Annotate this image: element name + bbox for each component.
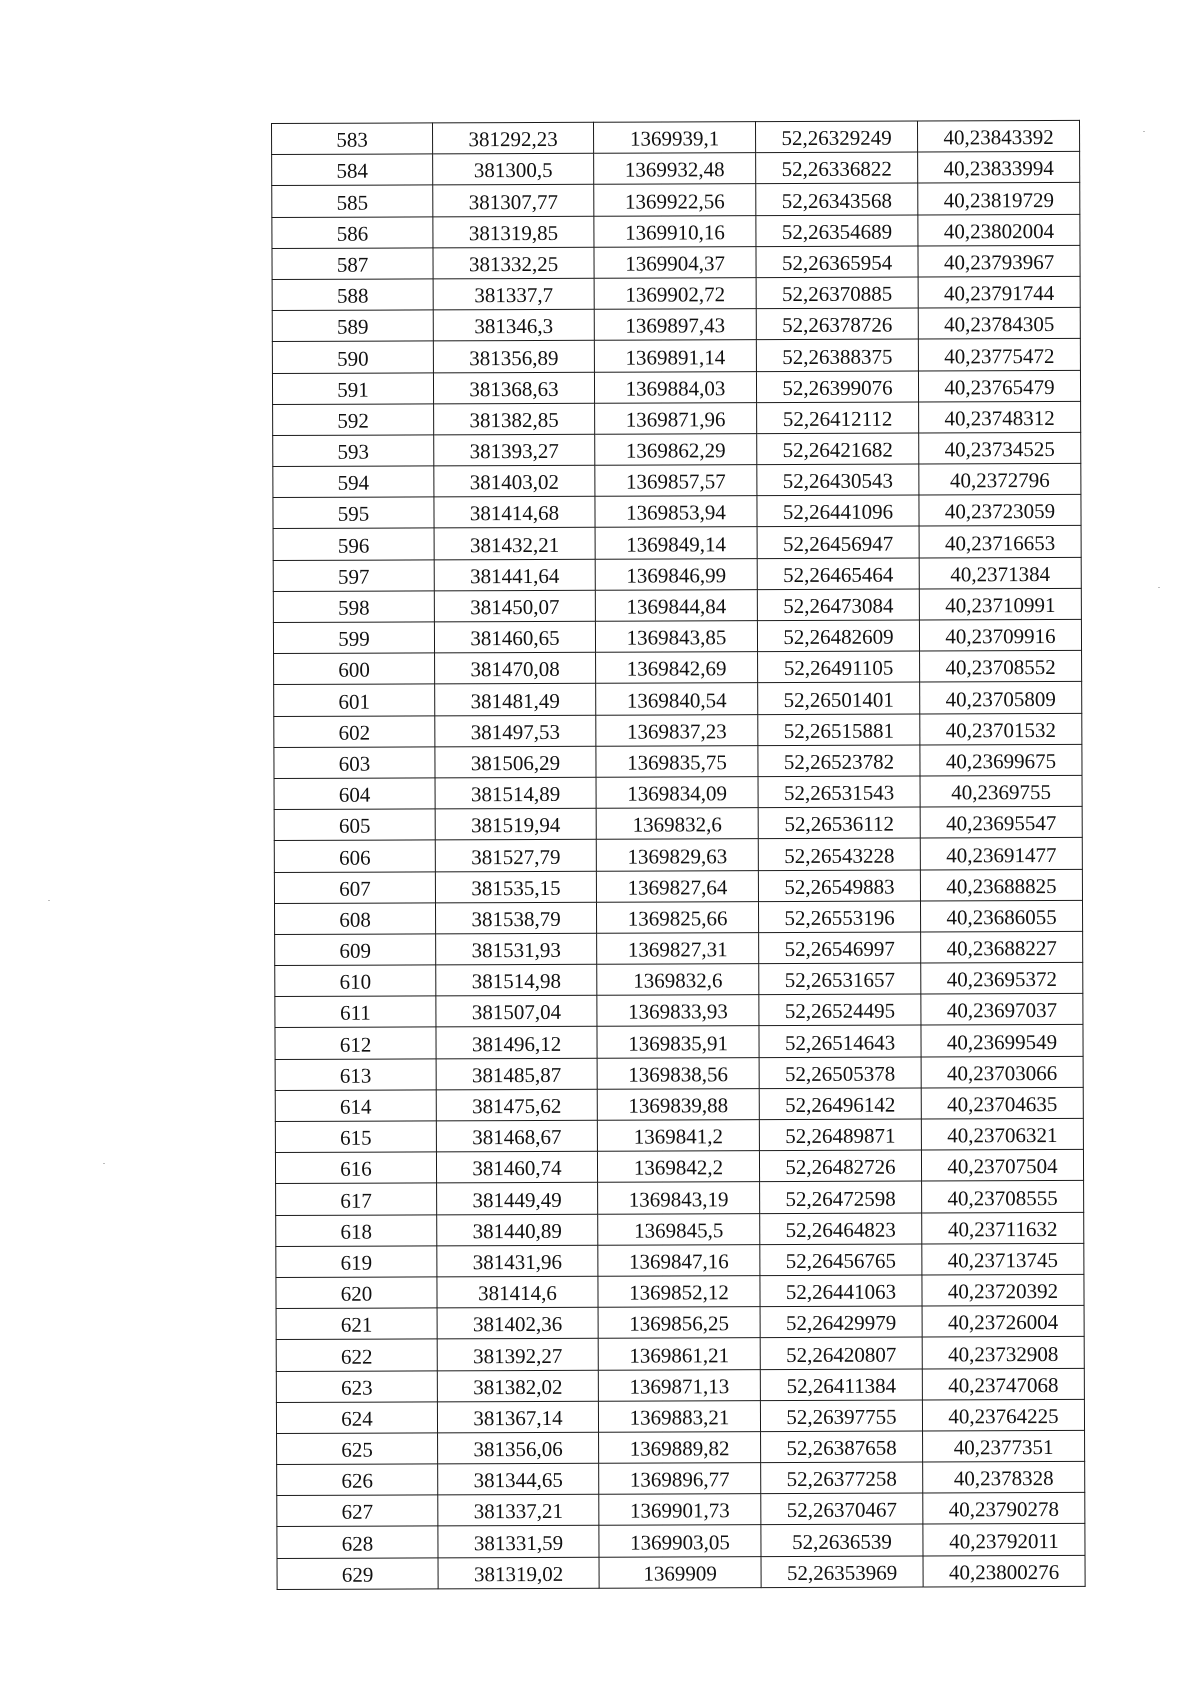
y-coordinate-cell: 1369849,14 (595, 527, 757, 559)
point-number-cell: 588 (272, 279, 433, 311)
y-coordinate-cell: 1369843,19 (598, 1182, 760, 1214)
latitude-cell: 52,26429979 (760, 1306, 922, 1338)
latitude-cell: 52,26491105 (758, 651, 920, 683)
latitude-cell: 52,26465464 (757, 558, 919, 590)
table-row (276, 1337, 1084, 1371)
latitude-cell: 52,26473084 (757, 589, 919, 621)
x-coordinate-cell: 381300,5 (433, 153, 594, 185)
point-number-cell: 607 (274, 871, 435, 903)
longitude-cell: 40,23765479 (918, 370, 1080, 402)
point-number-cell: 590 (272, 341, 433, 373)
x-coordinate-cell: 381538,79 (435, 902, 596, 934)
longitude-cell: 40,23775472 (918, 339, 1080, 371)
table-row (275, 1118, 1083, 1152)
latitude-cell: 52,2636539 (761, 1524, 923, 1556)
longitude-cell: 40,23716653 (919, 526, 1081, 558)
y-coordinate-cell: 1369884,03 (594, 371, 756, 403)
latitude-cell: 52,26370885 (756, 277, 918, 309)
y-coordinate-cell: 1369832,6 (596, 808, 758, 840)
table-row (275, 962, 1083, 996)
table-row (275, 994, 1083, 1028)
point-number-cell: 618 (276, 1214, 437, 1246)
x-coordinate-cell: 381356,06 (438, 1432, 599, 1464)
x-coordinate-cell: 381460,74 (436, 1151, 597, 1183)
x-coordinate-cell: 381414,6 (437, 1276, 598, 1308)
table-row (276, 1306, 1084, 1340)
point-number-cell: 603 (274, 747, 435, 779)
y-coordinate-cell: 1369896,77 (599, 1463, 761, 1495)
x-coordinate-cell: 381481,49 (435, 684, 596, 716)
x-coordinate-cell: 381403,02 (434, 465, 595, 497)
point-number-cell: 591 (272, 372, 433, 404)
coordinates-table (271, 120, 1086, 1590)
x-coordinate-cell: 381337,7 (433, 278, 594, 310)
y-coordinate-cell: 1369839,88 (597, 1088, 759, 1120)
y-coordinate-cell: 1369902,72 (594, 278, 756, 310)
table-row (274, 807, 1082, 841)
x-coordinate-cell: 381470,08 (435, 652, 596, 684)
point-number-cell: 617 (276, 1183, 437, 1215)
point-number-cell: 583 (272, 123, 433, 155)
x-coordinate-cell: 381367,14 (437, 1401, 598, 1433)
y-coordinate-cell: 1369932,48 (594, 153, 756, 185)
table-row (274, 869, 1082, 903)
longitude-cell: 40,23708555 (922, 1181, 1084, 1213)
table-row (276, 1212, 1084, 1246)
latitude-cell: 52,26343568 (756, 183, 918, 215)
longitude-cell: 40,23726004 (922, 1306, 1084, 1338)
longitude-cell: 40,23706321 (921, 1118, 1083, 1150)
scan-speck (1158, 587, 1160, 588)
point-number-cell: 609 (275, 934, 436, 966)
y-coordinate-cell: 1369845,5 (598, 1213, 760, 1245)
y-coordinate-cell: 1369904,37 (594, 246, 756, 278)
longitude-cell: 40,23720392 (922, 1274, 1084, 1306)
latitude-cell: 52,26441063 (760, 1275, 922, 1307)
y-coordinate-cell: 1369897,43 (594, 309, 756, 341)
scan-speck (48, 900, 50, 901)
latitude-cell: 52,26523782 (758, 745, 920, 777)
latitude-cell: 52,26441096 (757, 495, 919, 527)
table-row (275, 1087, 1083, 1121)
table-row (273, 557, 1081, 591)
latitude-cell: 52,26549883 (758, 870, 920, 902)
x-coordinate-cell: 381402,36 (437, 1307, 598, 1339)
y-coordinate-cell: 1369883,21 (598, 1400, 760, 1432)
point-number-cell: 585 (272, 185, 433, 217)
table-row (274, 651, 1082, 685)
longitude-cell: 40,23747068 (922, 1368, 1084, 1400)
x-coordinate-cell: 381535,15 (435, 871, 596, 903)
x-coordinate-cell: 381475,62 (436, 1089, 597, 1121)
longitude-cell: 40,23707504 (921, 1150, 1083, 1182)
latitude-cell: 52,26456947 (757, 526, 919, 558)
latitude-cell: 52,26472598 (760, 1181, 922, 1213)
point-number-cell: 625 (277, 1433, 438, 1465)
latitude-cell: 52,26378726 (756, 308, 918, 340)
table-row (272, 308, 1080, 342)
longitude-cell: 40,23748312 (919, 401, 1081, 433)
point-number-cell: 619 (276, 1246, 437, 1278)
longitude-cell: 40,23833994 (918, 152, 1080, 184)
longitude-cell: 40,23800276 (923, 1555, 1085, 1587)
point-number-cell: 602 (274, 715, 435, 747)
y-coordinate-cell: 1369842,69 (596, 652, 758, 684)
latitude-cell: 52,26336822 (756, 152, 918, 184)
latitude-cell: 52,26543228 (758, 838, 920, 870)
point-number-cell: 629 (277, 1557, 438, 1589)
table-row (273, 463, 1081, 497)
latitude-cell: 52,26456765 (760, 1244, 922, 1276)
latitude-cell: 52,26399076 (756, 371, 918, 403)
longitude-cell: 40,23790278 (923, 1493, 1085, 1525)
table-row (273, 401, 1081, 435)
longitude-cell: 40,23843392 (917, 120, 1079, 152)
table-row (272, 339, 1080, 373)
y-coordinate-cell: 1369835,91 (597, 1026, 759, 1058)
point-number-cell: 613 (275, 1058, 436, 1090)
y-coordinate-cell: 1369833,93 (597, 995, 759, 1027)
longitude-cell: 40,23699549 (921, 1025, 1083, 1057)
latitude-cell: 52,26370467 (761, 1493, 923, 1525)
x-coordinate-cell: 381414,68 (434, 497, 595, 529)
longitude-cell: 40,23784305 (918, 308, 1080, 340)
latitude-cell: 52,26496142 (759, 1088, 921, 1120)
latitude-cell: 52,26421682 (757, 433, 919, 465)
point-number-cell: 589 (272, 310, 433, 342)
point-number-cell: 614 (275, 1090, 436, 1122)
point-number-cell: 628 (277, 1526, 438, 1558)
table-row (277, 1430, 1085, 1464)
y-coordinate-cell: 1369852,12 (598, 1276, 760, 1308)
y-coordinate-cell: 1369889,82 (599, 1432, 761, 1464)
longitude-cell: 40,2371384 (919, 557, 1081, 589)
point-number-cell: 587 (272, 248, 433, 280)
table-row (276, 1181, 1084, 1215)
point-number-cell: 623 (276, 1370, 437, 1402)
table-row (273, 619, 1081, 653)
table-row (275, 1056, 1083, 1090)
y-coordinate-cell: 1369903,05 (599, 1525, 761, 1557)
x-coordinate-cell: 381468,67 (436, 1120, 597, 1152)
y-coordinate-cell: 1369922,56 (594, 184, 756, 216)
longitude-cell: 40,23764225 (922, 1399, 1084, 1431)
x-coordinate-cell: 381382,85 (434, 403, 595, 435)
table-row (274, 744, 1082, 778)
longitude-cell: 40,2377351 (923, 1430, 1085, 1462)
point-number-cell: 608 (274, 903, 435, 935)
y-coordinate-cell: 1369862,29 (595, 434, 757, 466)
y-coordinate-cell: 1369853,94 (595, 496, 757, 528)
x-coordinate-cell: 381497,53 (435, 715, 596, 747)
longitude-cell: 40,23709916 (919, 619, 1081, 651)
y-coordinate-cell: 1369838,56 (597, 1057, 759, 1089)
table-row (274, 900, 1082, 934)
x-coordinate-cell: 381507,04 (436, 996, 597, 1028)
longitude-cell: 40,23695547 (920, 807, 1082, 839)
longitude-cell: 40,23793967 (918, 245, 1080, 277)
x-coordinate-cell: 381496,12 (436, 1027, 597, 1059)
latitude-cell: 52,26412112 (757, 402, 919, 434)
table-row (272, 245, 1080, 279)
latitude-cell: 52,26353969 (761, 1556, 923, 1588)
y-coordinate-cell: 1369835,75 (596, 745, 758, 777)
longitude-cell: 40,23819729 (918, 183, 1080, 215)
latitude-cell: 52,26531657 (759, 963, 921, 995)
latitude-cell: 52,26388375 (756, 339, 918, 371)
x-coordinate-cell: 381441,64 (434, 559, 595, 591)
y-coordinate-cell: 1369837,23 (596, 714, 758, 746)
latitude-cell: 52,26430543 (757, 464, 919, 496)
point-number-cell: 606 (274, 840, 435, 872)
latitude-cell: 52,26329249 (755, 121, 917, 153)
table-row (272, 120, 1080, 154)
table-row (273, 432, 1081, 466)
table-row (274, 775, 1082, 809)
table-row (275, 1150, 1083, 1184)
longitude-cell: 40,23705809 (920, 682, 1082, 714)
latitude-cell: 52,26482726 (759, 1150, 921, 1182)
x-coordinate-cell: 381319,02 (438, 1557, 599, 1589)
point-number-cell: 598 (273, 591, 434, 623)
latitude-cell: 52,26489871 (759, 1119, 921, 1151)
y-coordinate-cell: 1369891,14 (594, 340, 756, 372)
x-coordinate-cell: 381485,87 (436, 1058, 597, 1090)
table-row (277, 1555, 1085, 1589)
longitude-cell: 40,23732908 (922, 1337, 1084, 1369)
latitude-cell: 52,26365954 (756, 246, 918, 278)
longitude-cell: 40,23791744 (918, 276, 1080, 308)
y-coordinate-cell: 1369861,21 (598, 1338, 760, 1370)
longitude-cell: 40,23697037 (921, 994, 1083, 1026)
y-coordinate-cell: 1369829,63 (596, 839, 758, 871)
x-coordinate-cell: 381506,29 (435, 746, 596, 778)
point-number-cell: 599 (273, 622, 434, 654)
point-number-cell: 622 (276, 1339, 437, 1371)
x-coordinate-cell: 381331,59 (438, 1526, 599, 1558)
longitude-cell: 40,23711632 (922, 1212, 1084, 1244)
point-number-cell: 605 (274, 809, 435, 841)
latitude-cell: 52,26501401 (758, 682, 920, 714)
longitude-cell: 40,23704635 (921, 1087, 1083, 1119)
longitude-cell: 40,23734525 (919, 432, 1081, 464)
longitude-cell: 40,2369755 (920, 775, 1082, 807)
point-number-cell: 600 (274, 653, 435, 685)
point-number-cell: 593 (273, 435, 434, 467)
x-coordinate-cell: 381431,96 (437, 1245, 598, 1277)
x-coordinate-cell: 381337,21 (438, 1495, 599, 1527)
y-coordinate-cell: 1369827,64 (596, 870, 758, 902)
longitude-cell: 40,23708552 (920, 651, 1082, 683)
scan-speck (103, 1163, 105, 1164)
longitude-cell: 40,23695372 (921, 962, 1083, 994)
point-number-cell: 592 (273, 404, 434, 436)
longitude-cell: 40,23688227 (921, 931, 1083, 963)
point-number-cell: 595 (273, 497, 434, 529)
coordinates-table-body (272, 120, 1086, 1589)
y-coordinate-cell: 1369844,84 (595, 589, 757, 621)
latitude-cell: 52,26505378 (759, 1057, 921, 1089)
point-number-cell: 627 (277, 1495, 438, 1527)
latitude-cell: 52,26524495 (759, 994, 921, 1026)
x-coordinate-cell: 381332,25 (433, 247, 594, 279)
latitude-cell: 52,26387658 (761, 1431, 923, 1463)
x-coordinate-cell: 381344,65 (438, 1463, 599, 1495)
x-coordinate-cell: 381392,27 (437, 1339, 598, 1371)
x-coordinate-cell: 381531,93 (436, 933, 597, 965)
y-coordinate-cell: 1369842,2 (597, 1151, 759, 1183)
x-coordinate-cell: 381346,3 (433, 309, 594, 341)
y-coordinate-cell: 1369901,73 (599, 1494, 761, 1526)
longitude-cell: 40,23701532 (920, 713, 1082, 745)
x-coordinate-cell: 381460,65 (434, 621, 595, 653)
latitude-cell: 52,26397755 (760, 1400, 922, 1432)
y-coordinate-cell: 1369834,09 (596, 777, 758, 809)
point-number-cell: 616 (275, 1152, 436, 1184)
longitude-cell: 40,23792011 (923, 1524, 1085, 1556)
x-coordinate-cell: 381432,21 (434, 528, 595, 560)
table-row (277, 1524, 1085, 1558)
latitude-cell: 52,26546997 (759, 932, 921, 964)
longitude-cell: 40,2378328 (923, 1461, 1085, 1493)
table-row (272, 152, 1080, 186)
table-row (275, 931, 1083, 965)
point-number-cell: 611 (275, 996, 436, 1028)
longitude-cell: 40,23686055 (920, 900, 1082, 932)
x-coordinate-cell: 381368,63 (433, 372, 594, 404)
coordinates-table-container (271, 120, 1085, 1590)
latitude-cell: 52,26536112 (758, 807, 920, 839)
table-row (276, 1368, 1084, 1402)
longitude-cell: 40,23688825 (920, 869, 1082, 901)
longitude-cell: 40,23710991 (919, 588, 1081, 620)
point-number-cell: 626 (277, 1464, 438, 1496)
latitude-cell: 52,26377258 (761, 1462, 923, 1494)
point-number-cell: 601 (274, 684, 435, 716)
point-number-cell: 584 (272, 154, 433, 186)
y-coordinate-cell: 1369827,31 (597, 933, 759, 965)
table-row (274, 682, 1082, 716)
table-row (272, 370, 1080, 404)
x-coordinate-cell: 381319,85 (433, 216, 594, 248)
point-number-cell: 604 (274, 778, 435, 810)
table-row (273, 495, 1081, 529)
y-coordinate-cell: 1369871,96 (595, 402, 757, 434)
latitude-cell: 52,26514643 (759, 1025, 921, 1057)
x-coordinate-cell: 381450,07 (434, 590, 595, 622)
latitude-cell: 52,26411384 (760, 1369, 922, 1401)
longitude-cell: 40,23802004 (918, 214, 1080, 246)
y-coordinate-cell: 1369825,66 (596, 901, 758, 933)
latitude-cell: 52,26464823 (760, 1213, 922, 1245)
latitude-cell: 52,26531543 (758, 776, 920, 808)
point-number-cell: 594 (273, 466, 434, 498)
point-number-cell: 621 (276, 1308, 437, 1340)
table-row (277, 1461, 1085, 1495)
point-number-cell: 624 (276, 1402, 437, 1434)
y-coordinate-cell: 1369840,54 (596, 683, 758, 715)
x-coordinate-cell: 381440,89 (437, 1214, 598, 1246)
table-row (275, 1025, 1083, 1059)
x-coordinate-cell: 381449,49 (437, 1183, 598, 1215)
x-coordinate-cell: 381382,02 (437, 1370, 598, 1402)
longitude-cell: 40,23699675 (920, 744, 1082, 776)
y-coordinate-cell: 1369841,2 (597, 1120, 759, 1152)
y-coordinate-cell: 1369856,25 (598, 1307, 760, 1339)
x-coordinate-cell: 381307,77 (433, 185, 594, 217)
y-coordinate-cell: 1369910,16 (594, 215, 756, 247)
longitude-cell: 40,23691477 (920, 838, 1082, 870)
x-coordinate-cell: 381514,89 (435, 777, 596, 809)
point-number-cell: 612 (275, 1027, 436, 1059)
x-coordinate-cell: 381292,23 (433, 122, 594, 154)
longitude-cell: 40,23713745 (922, 1243, 1084, 1275)
latitude-cell: 52,26354689 (756, 215, 918, 247)
longitude-cell: 40,2372796 (919, 463, 1081, 495)
point-number-cell: 597 (273, 560, 434, 592)
table-row (274, 838, 1082, 872)
latitude-cell: 52,26515881 (758, 714, 920, 746)
longitude-cell: 40,23703066 (921, 1056, 1083, 1088)
point-number-cell: 620 (276, 1277, 437, 1309)
point-number-cell: 586 (272, 216, 433, 248)
table-row (276, 1399, 1084, 1433)
x-coordinate-cell: 381519,94 (435, 808, 596, 840)
y-coordinate-cell: 1369846,99 (595, 558, 757, 590)
latitude-cell: 52,26482609 (757, 620, 919, 652)
y-coordinate-cell: 1369843,85 (595, 621, 757, 653)
x-coordinate-cell: 381514,98 (436, 964, 597, 996)
latitude-cell: 52,26553196 (758, 901, 920, 933)
latitude-cell: 52,26420807 (760, 1337, 922, 1369)
table-row (276, 1243, 1084, 1277)
y-coordinate-cell: 1369909 (599, 1556, 761, 1588)
point-number-cell: 596 (273, 528, 434, 560)
point-number-cell: 615 (275, 1121, 436, 1153)
table-row (277, 1493, 1085, 1527)
table-row (273, 526, 1081, 560)
table-row (272, 183, 1080, 217)
point-number-cell: 610 (275, 965, 436, 997)
table-row (272, 214, 1080, 248)
y-coordinate-cell: 1369832,6 (597, 964, 759, 996)
scan-speck (1143, 131, 1145, 132)
y-coordinate-cell: 1369857,57 (595, 465, 757, 497)
x-coordinate-cell: 381356,89 (433, 341, 594, 373)
table-row (273, 588, 1081, 622)
table-row (274, 713, 1082, 747)
x-coordinate-cell: 381393,27 (434, 434, 595, 466)
table-row (276, 1274, 1084, 1308)
y-coordinate-cell: 1369871,13 (598, 1369, 760, 1401)
y-coordinate-cell: 1369939,1 (593, 122, 755, 154)
longitude-cell: 40,23723059 (919, 495, 1081, 527)
table-row (272, 276, 1080, 310)
x-coordinate-cell: 381527,79 (435, 840, 596, 872)
y-coordinate-cell: 1369847,16 (598, 1244, 760, 1276)
